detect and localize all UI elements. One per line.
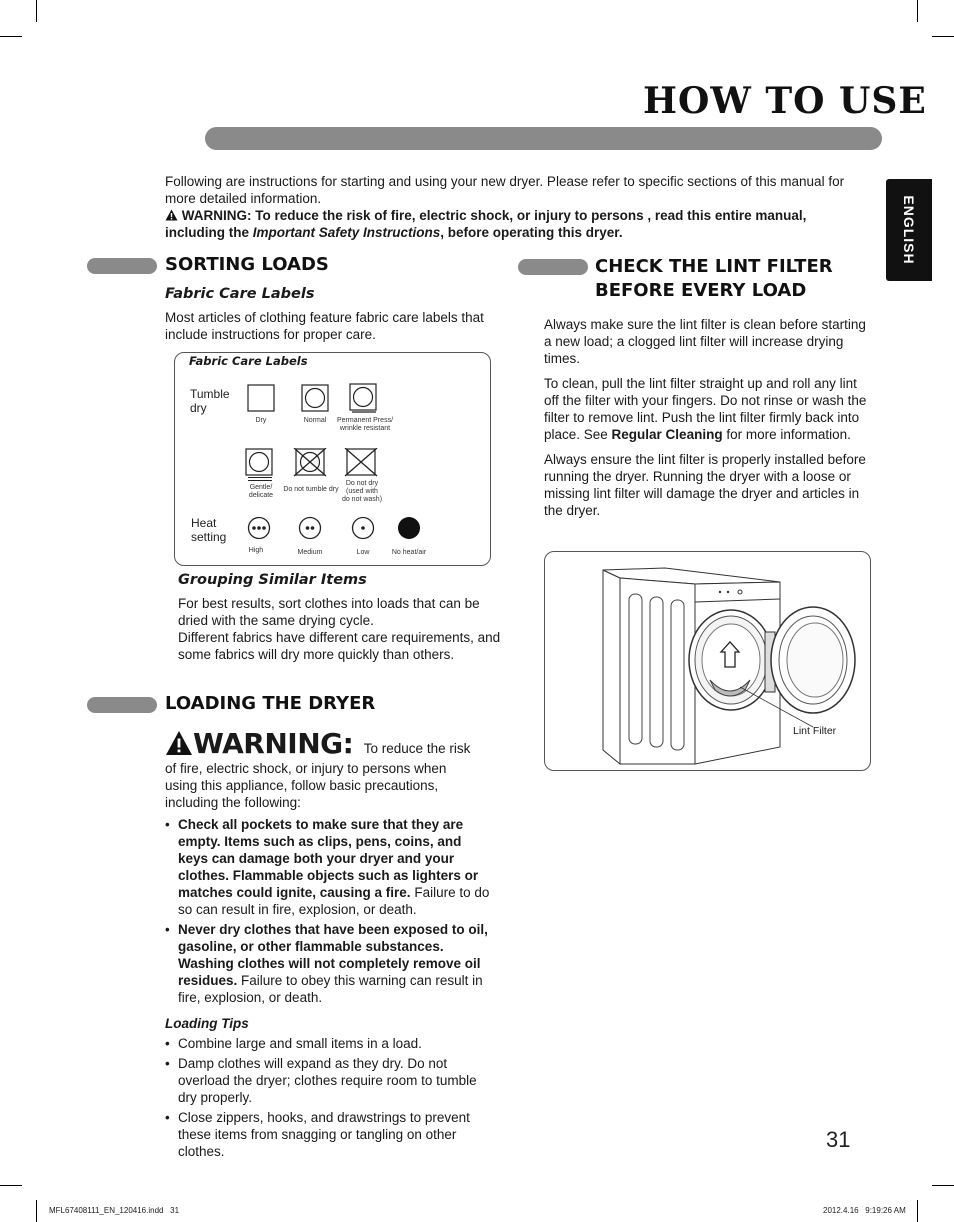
permanent-press-icon [349,383,379,413]
grouping-text [178,595,503,663]
grouping-text-2: Different fabrics have different care requirements, and some fabrics will dry more quickly than others. [178,630,501,662]
loading-warning [165,727,505,811]
heat-label: High [248,547,264,554]
section-pill [87,258,157,274]
gentle-delicate-icon [245,448,275,482]
section-pill [518,259,588,275]
bullet-bold: Check all pockets to make sure that they are empty. Items such as clips, pens, coins, and keys can damage both your dryer and your clothes. Flammable objects such as lighters or matches could ignite, causing a fire. [178,817,479,900]
lint-paragraph-3: Always ensure the lint filter is properly installed before running the dryer. Running the dryer with a loose or missing lint filter will damage the dryer and articles in the dryer. [544,452,866,518]
loading-title: LOADING THE DRYER [165,693,376,714]
crop-mark [917,1200,918,1222]
symbol-label: Do not dry (used with do not wash) [341,480,383,503]
heat-label: Medium [297,549,323,556]
lint-p2-bold: Regular Cleaning [611,427,723,442]
warning-bullets [165,816,493,1009]
care-box-title: Fabric Care Labels [189,354,308,368]
page-title: HOW TO USE [643,80,927,122]
warning-text-1: To reduce the risk [363,741,471,756]
intro [165,173,865,241]
lint-filter-callout: Lint Filter [793,725,837,737]
list-item [165,816,493,918]
sorting-title: SORTING LOADS [165,254,329,275]
tumble-dry-label: Tumble dry [190,387,230,415]
loading-tips [165,1035,485,1163]
heat-setting-label: Heat setting [191,516,227,544]
fabric-care-text: Most articles of clothing feature fabric care labels that include instructions for proper care. [165,310,484,342]
heat-label: No heat/air [391,549,427,556]
symbol-label: Gentle/ delicate [248,484,274,499]
lint-p2-start: To clean, pull the lint filter straight up and roll any lint off the filter with your fingers. Do not rinse or wash the filter to remove lint. Push the lint filter firmly back into place. See [544,376,867,442]
symbol-label: Dry [255,417,267,424]
do-not-tumble-dry-icon [293,448,327,478]
intro-text: Following are instructions for starting and using your new dryer. Please refer to specific sections of this manual for more detailed information. [165,174,845,206]
crop-mark [917,0,918,22]
intro-warning-prefix: WARNING: To reduce the risk of fire, electric shock, or injury to persons , read this entire manual, including the [165,208,807,240]
bullet-normal: Failure to obey this warning can result in fire, explosion, or death. [178,973,483,1005]
loading-tips-heading: Loading Tips [165,1016,249,1031]
warning-word: WARNING: [193,727,354,760]
list-item [165,921,493,1006]
dryer-illustration-box [544,551,871,771]
intro-warning [165,207,865,241]
heat-medium-icon [298,516,322,540]
page-number: 31 [826,1127,851,1152]
symbol-label: Normal [303,417,327,424]
symbol-label: Do not tumble dry [283,486,339,493]
normal-dry-icon [301,384,329,412]
language-tab-label: ENGLISH [901,195,917,265]
heat-low-icon [351,516,375,540]
lint-title: CHECK THE LINT FILTER BEFORE EVERY LOAD [595,256,833,301]
title-bar [205,127,882,150]
heat-high-icon [247,516,271,540]
intro-warning-suffix: , before operating this dryer. [440,225,623,240]
lint-paragraph-1: Always make sure the lint filter is clean before starting a new load; a clogged lint filter will increase drying times. [544,317,866,366]
lint-paragraph-2 [544,375,869,443]
intro-warning-italic: Important Safety Instructions [252,225,441,240]
warning-icon [165,209,178,221]
fabric-care-heading: Fabric Care Labels [165,286,315,302]
dry-symbol-icon [247,384,275,412]
crop-mark [932,36,954,37]
loading-warning-heading [165,727,505,760]
list-item: • Close zippers, hooks, and drawstrings to prevent these items from snagging or tangling on other clothes. [165,1109,485,1160]
bullet-normal: Failure to do so can result in fire, explosion, or death. [178,885,490,917]
lint-p2-end: for more information. [722,427,851,442]
do-not-dry-icon [344,448,378,478]
crop-mark [36,1200,37,1222]
heat-label: Low [356,549,370,556]
crop-mark [0,36,22,37]
crop-mark [0,1185,22,1186]
list-item: • Damp clothes will expand as they dry. Do not overload the dryer; clothes require room to tumble dry properly. [165,1055,485,1106]
symbol-label: Permanent Press/ wrinkle resistant [336,417,394,432]
section-pill [87,697,157,713]
footer-left: MFL67408111_EN_120416.indd 31 [49,1206,180,1215]
language-tab [886,179,932,281]
warning-icon [165,730,193,756]
bullet-bold: Never dry clothes that have been exposed to oil, gasoline, or other flammable substances. Washing clothes will not completely remove oil residues. [178,922,488,988]
grouping-heading: Grouping Similar Items [178,572,367,588]
list-item: • Combine large and small items in a load. [165,1035,485,1052]
fabric-care-box [174,352,491,566]
dryer-illustration [545,552,870,770]
footer-right: 2012.4.16 9:19:26 AM [823,1206,906,1215]
warning-text-2: of fire, electric shock, or injury to persons when using this appliance, follow basic precautions, including the following: [165,761,447,810]
no-heat-icon [397,516,421,540]
lint-text [544,316,869,527]
grouping-text-1: For best results, sort clothes into loads that can be dried with the same drying cycle. [178,596,480,628]
crop-mark [36,0,37,22]
crop-mark [932,1185,954,1186]
